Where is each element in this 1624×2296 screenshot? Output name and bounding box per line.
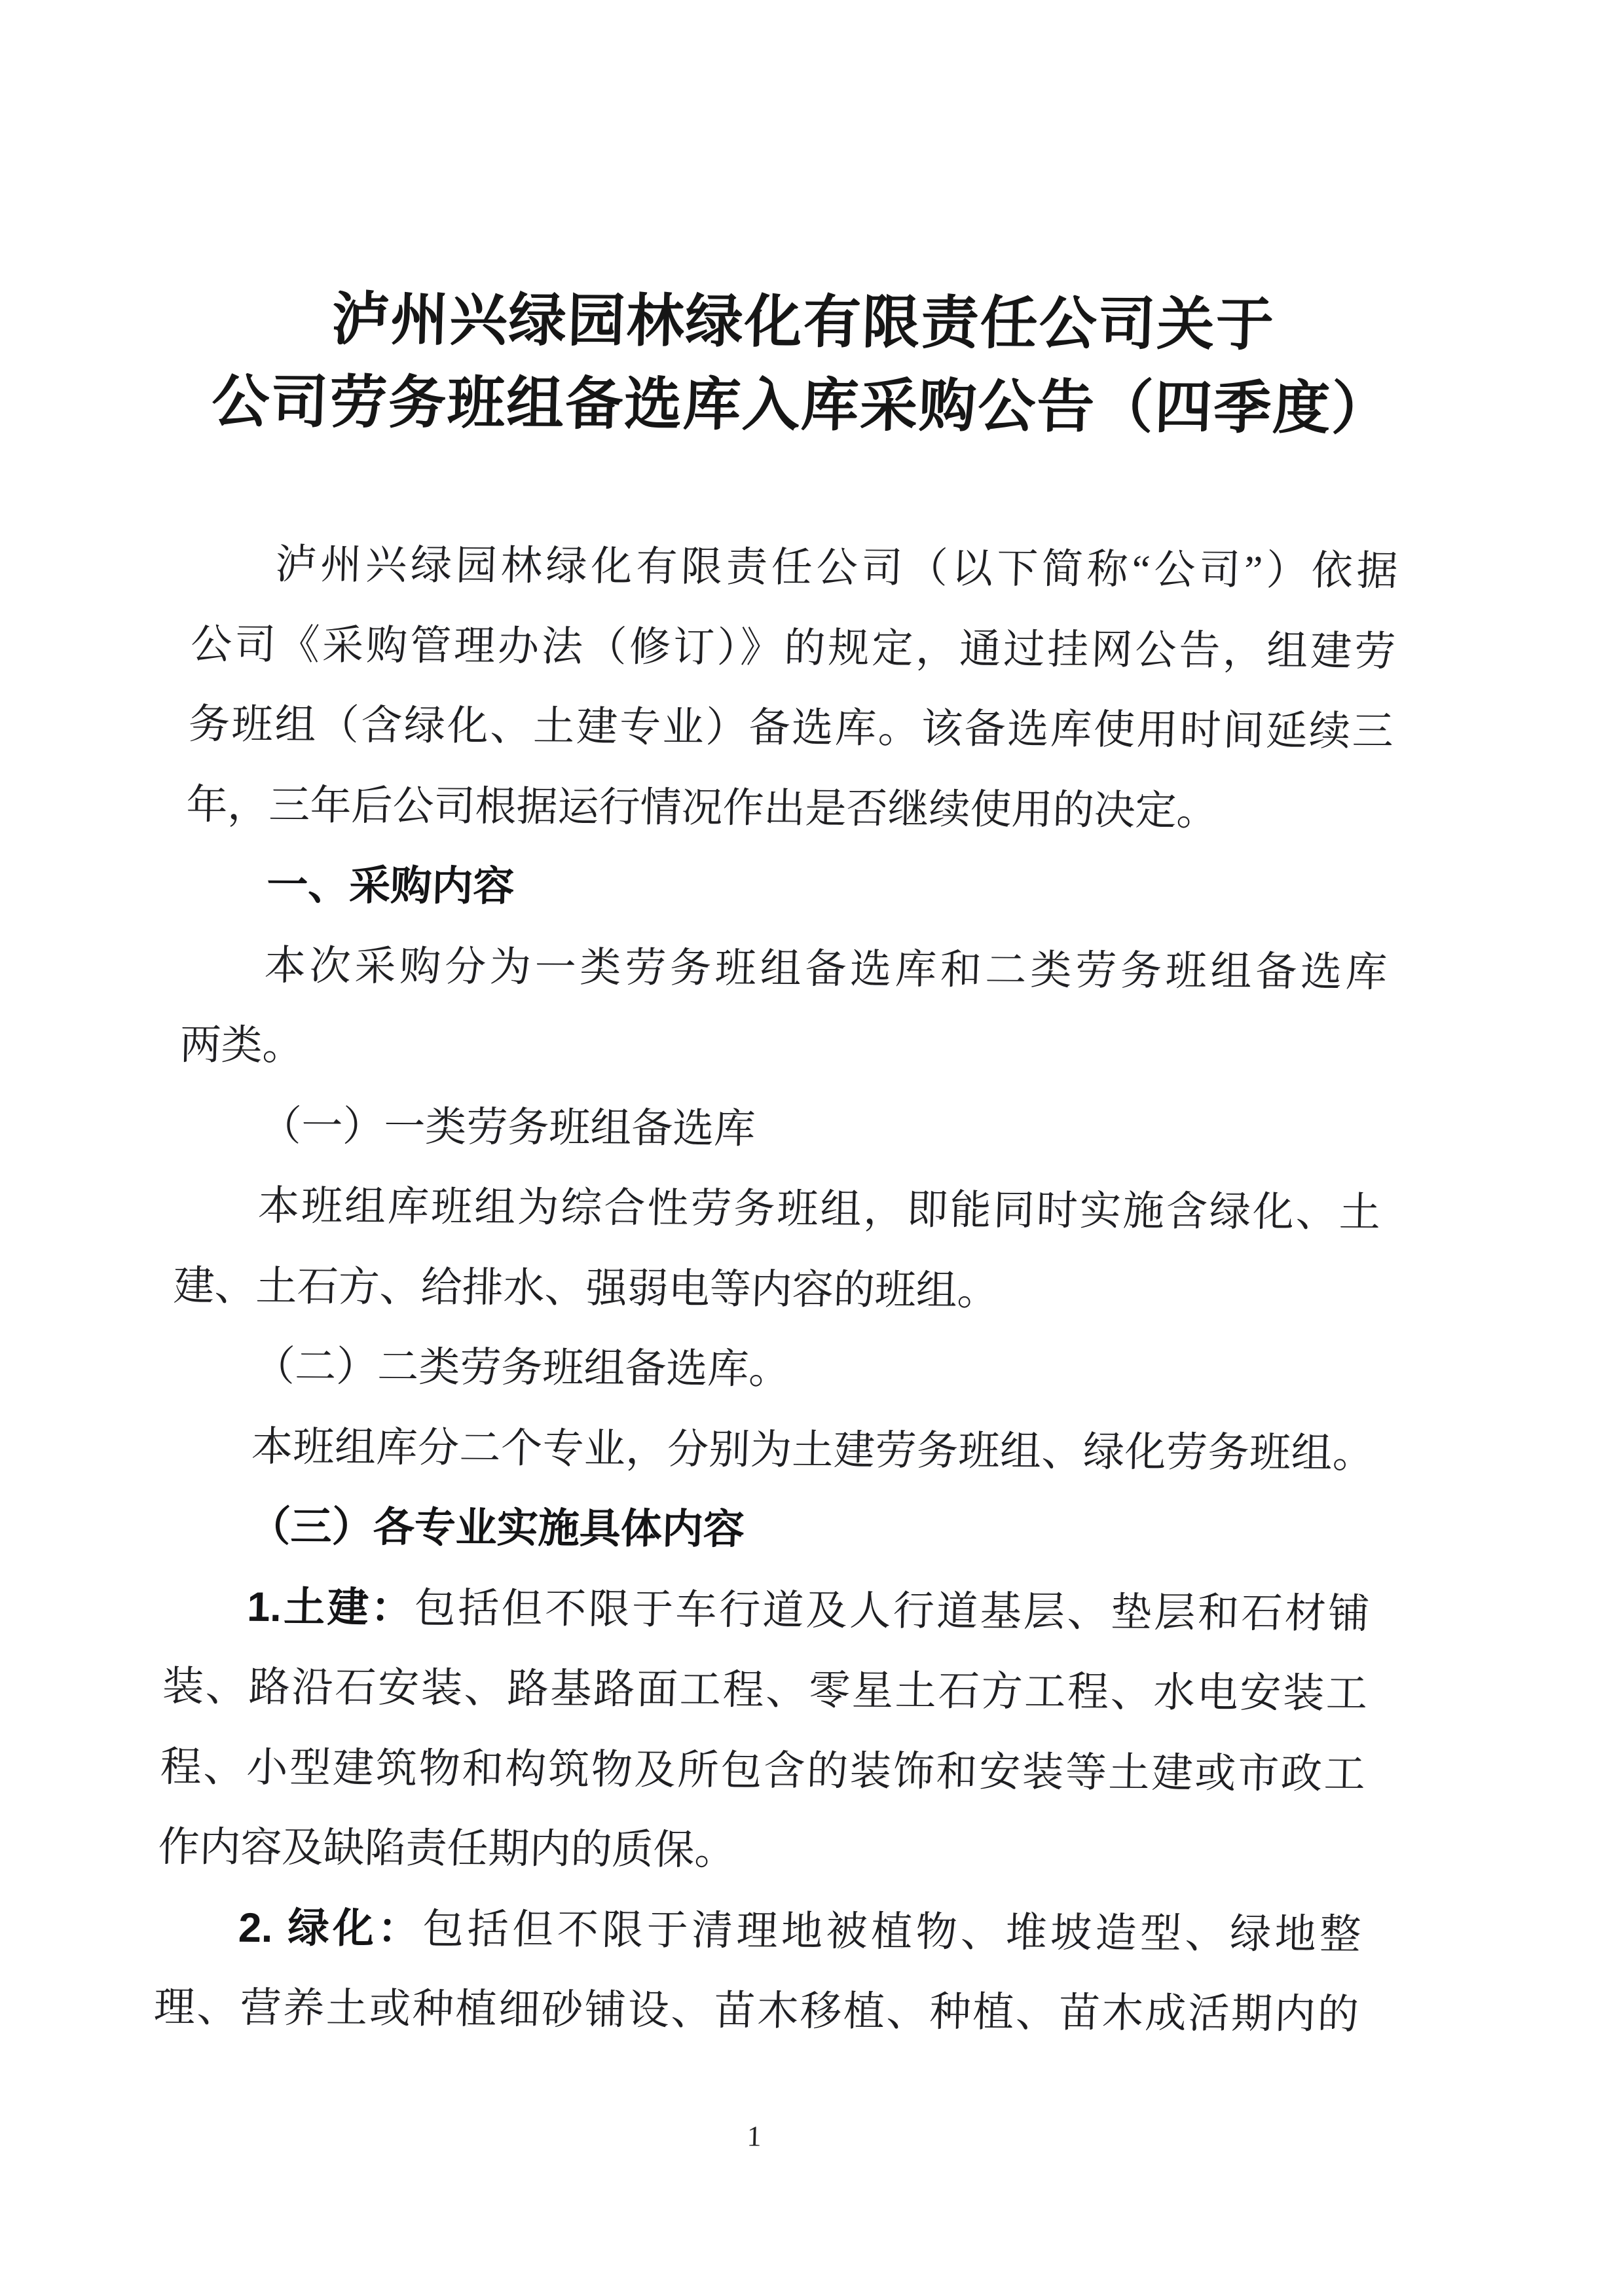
body-line [155, 1887, 1362, 1975]
body-line: 建、土石方、给排水、强弱电等内容的班组。 [172, 1262, 999, 1314]
body-text [153, 524, 1399, 2054]
body-line: 作内容及缺陷责任期内的质保。 [157, 1823, 737, 1874]
body-line: 本班组库班组为综合性劳务班组，即能同时实施含绿化、土 [257, 1182, 1381, 1236]
body-line [164, 1567, 1371, 1654]
title-line-2: 公司劳务班组备选库入库采购公告（四季度） [210, 369, 1392, 441]
title-line-1: 泸州兴绿园林绿化有限责任公司关于 [331, 286, 1276, 357]
body-line: 装、路沿石安装、路基路面工程、零星土石方工程、水电安装工 [162, 1663, 1369, 1717]
subheading-implementation-details: （三）各专业实施具体内容 [248, 1503, 745, 1553]
list-item-text: 包括但不限于车行道及人行道基层、垫层和石材铺 [413, 1584, 1371, 1637]
section-heading-procurement-content: 一、采购内容 [266, 862, 515, 910]
body-line: 本班组库分二个专业，分别为土建劳务班组、绿化劳务班组。 [251, 1423, 1375, 1476]
list-item-label-greening: 2. 绿化： [238, 1904, 424, 1952]
intro-line-2: 公司《采购管理办法（修订）》的规定，通过挂网公告，组建劳 [190, 621, 1397, 674]
list-item-text: 包括但不限于清理地被植物、堆坡造型、绿地整 [422, 1905, 1362, 1958]
page-number: 1 [747, 2120, 762, 2153]
body-line: 本次采购分为一类劳务班组备选库和二类劳务班组备选库 [264, 942, 1388, 995]
subheading-class-one-pool: （一）一类劳务班组备选库 [259, 1102, 756, 1152]
intro-line-4: 年，三年后公司根据运行情况作出是否继续使用的决定。 [185, 781, 1219, 834]
body-line: 两类。 [179, 1022, 304, 1069]
intro-line-3: 务班组（含绿化、土建专业）备选库。该备选库使用时间延续三 [187, 701, 1394, 755]
document-title [0, 275, 1616, 451]
body-line: 理、营养土或种植细砂铺设、苗木移植、种植、苗木成活期内的 [153, 1984, 1359, 2038]
intro-line-1: 泸州兴绿园林绿化有限责任公司（以下简称“公司”）依据 [274, 541, 1399, 594]
subheading-class-two-pool: （二）二类劳务班组备选库。 [253, 1343, 791, 1393]
body-line: 程、小型建筑物和构筑物及所包含的装饰和安装等土建或市政工 [159, 1743, 1366, 1797]
list-item-label-civil-works: 1.土建： [246, 1584, 415, 1631]
